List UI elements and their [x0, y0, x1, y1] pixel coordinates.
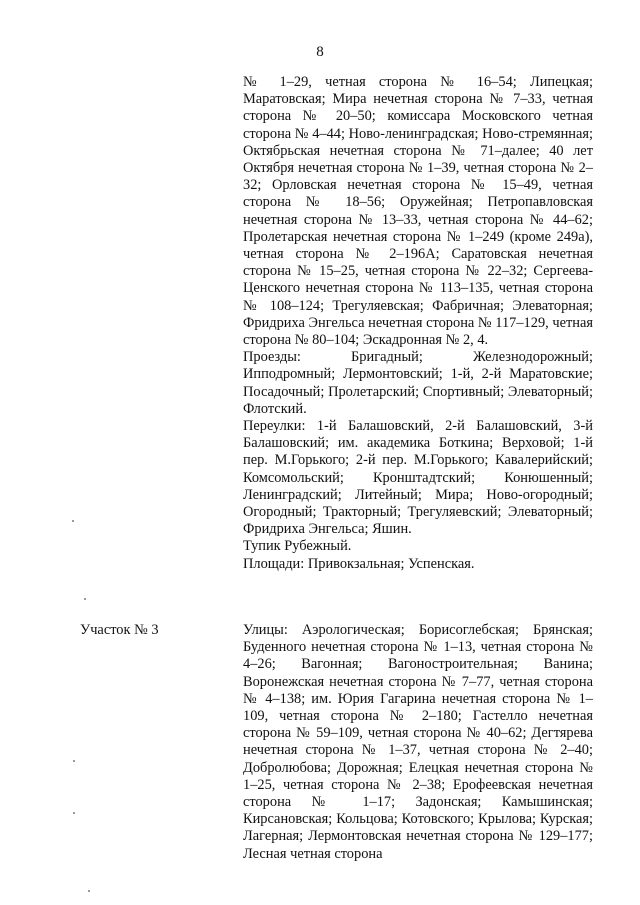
page-number: 8 [316, 44, 324, 60]
pereulki-paragraph: Переулки: 1-й Балашовский, 2-й Балашовский, 3-й Балашовский; им. академика Боткина; Верховой; 1-й пер. М.Горького; 2-й пер. М.Горького; Кавалерийский; Комсомольский; Кронштадтский; Конюшенный; Ленинградский; Литейный; Мира; Ново-огородный; Огородный; Тракторный; Трегуляевский; Элеваторный; Фридриха Энгельса; Яшин. [243, 418, 593, 538]
streets-paragraph: № 1–29, четная сторона № 16–54; Липецкая; Маратовская; Мира нечетная сторона № 7–33, четная сторона № 20–50; комиссара Московского четная сторона № 4–44; Ново-ленинградская; Ново-стремянная; Октябрьская нечетная сторона № 71–далее; 40 лет Октября нечетная сторона № 1–39, четная сторона № 2–32; Орловская нечетная сторона № 15–49, четная сторона № 18–56; Оружейная; Петропавловская нечетная сторона № 13–33, четная сторона № 44–62; Пролетарская нечетная сторона № 1–249 (кроме 249а), четная сторона № 2–196А; Саратовская нечетная сторона № 15–25, четная сторона № 22–32; Сергеева-Ценского нечетная сторона № 113–135, четная сторона № 108–124; Трегуляевская; Фабричная; Элеваторная; Фридриха Энгельса нечетная сторона № 117–129, четная сторона № 80–104; Эскадронная № 2, 4. [243, 74, 593, 349]
ploshchadi-paragraph: Площади: Привокзальная; Успенская. [243, 555, 475, 572]
scan-speck [84, 598, 86, 600]
tupik-paragraph: Тупик Рубежный. [243, 538, 352, 555]
scan-speck [88, 890, 90, 892]
proezdy-paragraph: Проезды: Бригадный; Железнодорожный; Ипподромный; Лермонтовский; 1-й, 2-й Маратовские; Посадочный; Пролетарский; Спортивный; Элеваторный; Флотский. [243, 349, 593, 417]
section-3-streets-paragraph: Улицы: Аэрологическая; Борисоглебская; Брянская; Буденного нечетная сторона № 1–13, четная сторона № 4–26; Вагонная; Вагоностроительная; Ванина; Воронежская нечетная сторона № 7–77, четная сторона № 4–138; им. Юрия Гагарина нечетная сторона № 1–109, четная сторона № 2–180; Гастелло нечетная сторона № 59–109, четная сторона № 40–62; Дегтярева нечетная сторона № 1–37, четная сторона № 2–40; Добролюбова; Дорожная; Елецкая нечетная сторона № 1–25, четная сторона № 2–38; Ерофеевская нечетная сторона № 1–17; Задонская; Камышинская; Кирсановская; Кольцова; Котовского; Крылова; Курская; Лагерная; Лермонтовская нечетная сторона № 129–177; Лесная четная сторона [243, 622, 593, 862]
section-3-content [243, 622, 593, 863]
section-2-continuation [243, 74, 593, 573]
scan-speck [73, 812, 75, 814]
scan-speck [72, 520, 74, 522]
section-3-label: Участок № 3 [80, 622, 159, 638]
scan-speck [73, 760, 75, 762]
